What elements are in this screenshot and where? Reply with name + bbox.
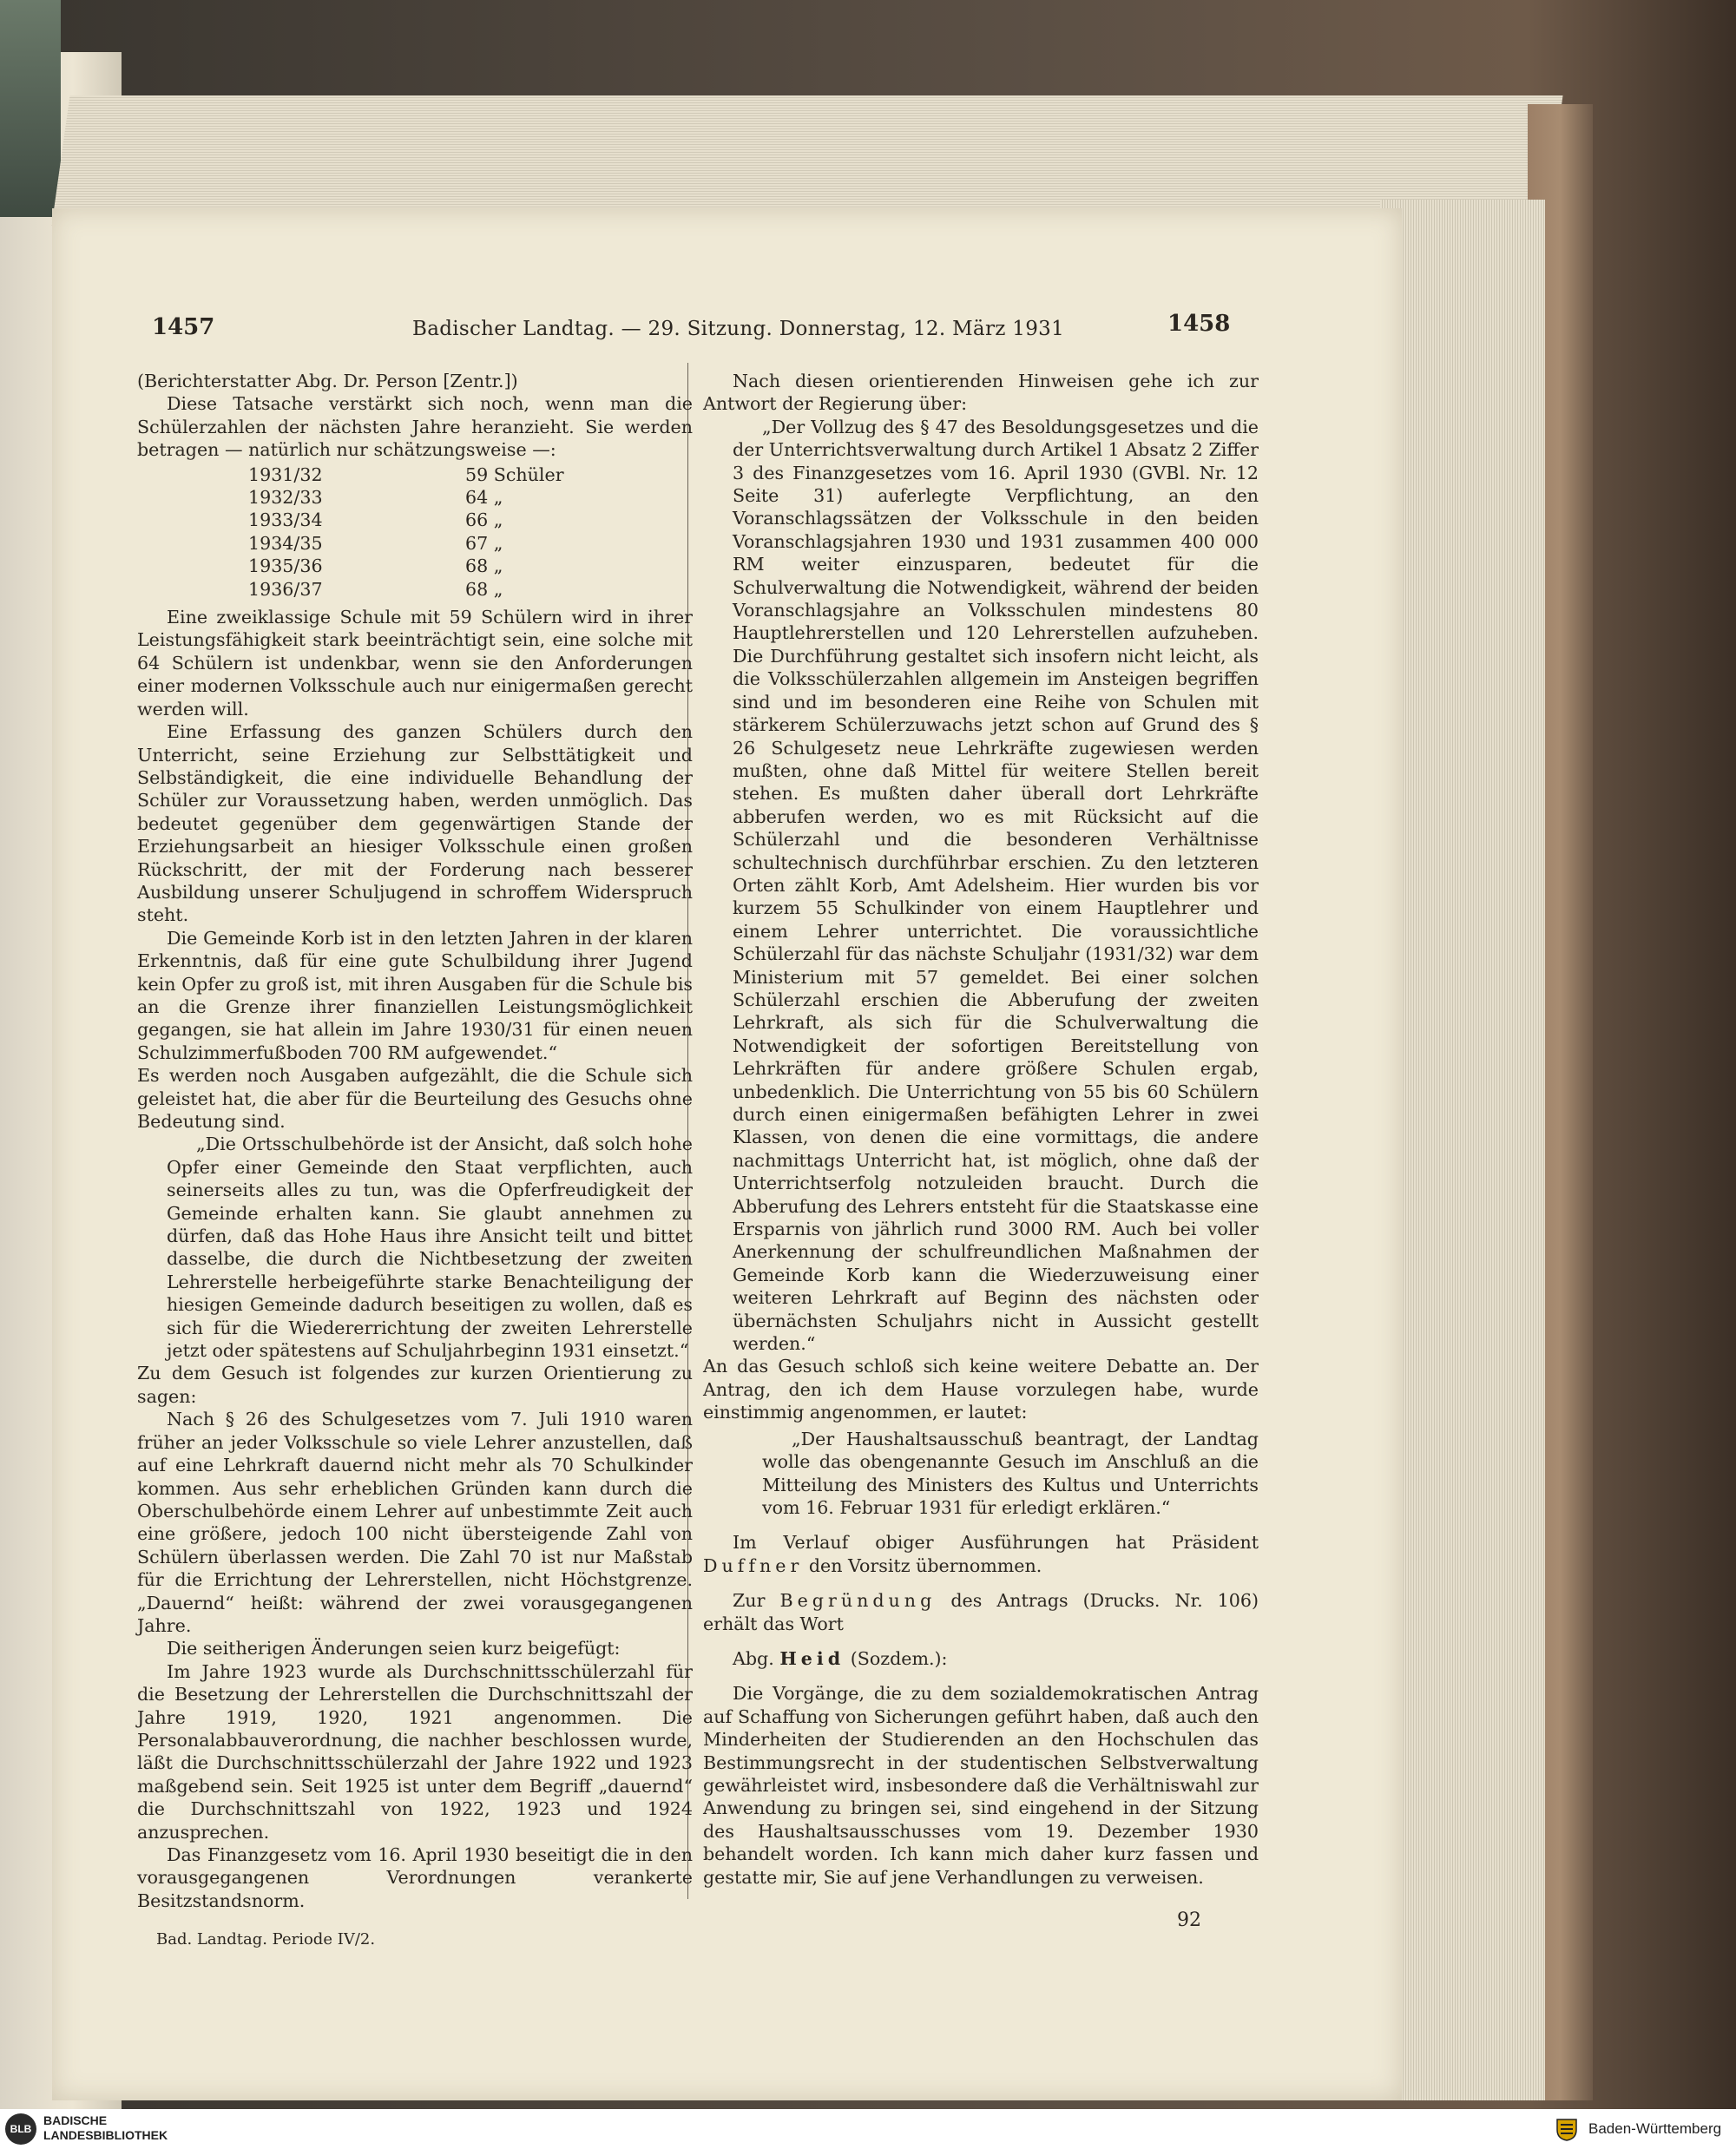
page-number-right: 1458 bbox=[1167, 311, 1231, 337]
paragraph: Es werden noch Ausgaben aufgezählt, die die Schule sich geleistet hat, die aber für die Beurteilung des Gesuchs ohne Bedeutung sind. bbox=[137, 1065, 693, 1132]
paragraph: Das Finanzgesetz vom 16. April 1930 beseitigt die in den vorausgegangenen Verordnungen verankerte Besitzstandsnorm. bbox=[137, 1844, 693, 1911]
pupil-count: 68 „ bbox=[465, 578, 503, 600]
page-stack-top bbox=[51, 95, 1562, 226]
quoted-paragraph: „Der Vollzug des § 47 des Besoldungsgesetzes und die der Unterrichtsverwaltung durch Artikel 1 Absatz 2 Ziffer 3 des Finanzgesetzes vom 16. April 1930 (GVBl. Nr. 12 Seite 31) auferlegte Verpflichtung, an den Voranschlagssätzen der Volksschule in den beiden Voranschlagsjahren 1930 und 1931 zusammen 400 000 RM weiter einzusparen, bedeutet für die Schulverwaltung die Notwendigkeit, während der beiden Voranschlagsjahre an Volksschulen mindestens 80 Hauptlehrerstellen und 120 Lehrerstellen aufzuheben. Die Durchführung gestaltet sich insofern nicht leicht, als die Volksschülerzahlen allgemein im Ansteigen begriffen sind und im besonderen eine Reihe von Schulen mit stärkerem Schülerzuwachs jetzt schon auf Grund des § 26 Schulgesetz neue Lehrkräfte zugewiesen werden mußten, ohne daß Mittel für weitere Stellen bereit stehen. Es mußten daher überall dort Lehrkräfte abberufen werden, wo es mit Rücksicht auf die Schülerzahl und die besonderen Verhältnisse schultechnisch durchführbar erschien. Zu den letzteren Orten zählt Korb, Amt Adelsheim. Hier wurden bis vor kurzem 55 Schulkinder von einem Hauptlehrer und einem Lehrer unterrichtet. Die voraussichtliche Schülerzahl für das nächste Schuljahr (1931/32) war dem Ministerium mit 57 gemeldet. Bei einer solchen Schülerzahl erschien die Abberufung der zweiten Lehrkraft, als sich für die Schulverwaltung die Notwendigkeit der sofortigen Bereitstellung von Lehrkräften für andere größere Schulen ergab, unbedenklich. Die Unterrichtung von 55 bis 60 Schülern durch einen einigermaßen befähigten Lehrer in zwei Klassen, von denen die eine vormittags, die andere nachmittags Unterricht hat, ist möglich, ohne daß der Unterrichtserfolg notzuleiden braucht. Durch die Abberufung des Lehrers entsteht für die Staatskasse eine Ersparnis von jährlich rund 3000 RM. Auch bei voller Anerkennung der schulfreundlichen Maßnahmen der Gemeinde Korb kann die Wiederzuweisung einer weiteren Lehrkraft auf Beginn des nächsten oder übernächsten Schuljahrs nicht in Aussicht gestellt werden.“ bbox=[733, 416, 1259, 1355]
paragraph: Diese Tatsache verstärkt sich noch, wenn man die Schülerzahlen der nächsten Jahre heranzieht. Sie werden betragen — natürlich nur schätzungsweise —: bbox=[137, 393, 693, 461]
paragraph: Nach diesen orientierenden Hinweisen gehe ich zur Antwort der Regierung über: bbox=[703, 371, 1259, 415]
paragraph: Eine Erfassung des ganzen Schülers durch den Unterricht, seine Erziehung zur Selbsttätigkeit und Selbständigkeit, die eine individuelle Behandlung der Schüler zur Voraussetzung haben, werden unmöglich. Das bedeutet gegenüber dem gegenwärtigen Stande der Erziehungsarbeit an hiesiger Volksschule einen großen Rückschritt, der mit der Forderung nach besserer Ausbildung unserer Schuljugend in schroffem Widerspruch steht. bbox=[137, 721, 693, 926]
sheet-number: 92 bbox=[1177, 1909, 1201, 1931]
bookmark-ribbon bbox=[0, 0, 61, 217]
school-year: 1934/35 bbox=[248, 532, 323, 554]
paragraph: Eine zweiklassige Schule mit 59 Schülern wird in ihrer Leistungsfähigkeit stark beeinträchtigt sein, eine solche mit 64 Schülern ist undenkbar, wenn sie den Anforderungen einer modernen Volksschule auch nur einigermaßen gerecht werden will. bbox=[137, 607, 693, 720]
table-row bbox=[248, 578, 564, 601]
paragraph: Zur Begründung des Antrags (Drucks. Nr. 106) erhält das Wort bbox=[703, 1590, 1259, 1634]
right-column bbox=[703, 370, 1259, 1889]
viewer-footer-bar bbox=[0, 2109, 1736, 2149]
pupil-count: 59 Schüler bbox=[465, 463, 564, 485]
school-year: 1933/34 bbox=[248, 509, 323, 531]
pupil-count: 67 „ bbox=[465, 532, 503, 554]
paragraph: Die seitherigen Änderungen seien kurz beigefügt: bbox=[167, 1638, 621, 1659]
pupil-count: 66 „ bbox=[465, 509, 503, 531]
table-row bbox=[248, 555, 564, 577]
school-year: 1935/36 bbox=[248, 555, 323, 577]
pupil-count-table bbox=[248, 463, 564, 601]
pupil-count: 64 „ bbox=[465, 487, 503, 509]
paragraph: Im Verlauf obiger Ausführungen hat Präsident Duffner den Vorsitz übernommen. bbox=[703, 1532, 1259, 1576]
speaker-line: (Berichterstatter Abg. Dr. Person [Zentr.]) bbox=[137, 371, 518, 391]
page-stack-right bbox=[1380, 200, 1545, 2100]
paragraph: An das Gesuch schloß sich keine weitere Debatte an. Der Antrag, den ich dem Hause vorzulegen habe, wurde einstimmig angenommen, er lautet: bbox=[703, 1356, 1259, 1423]
school-year: 1932/33 bbox=[248, 487, 323, 509]
quoted-paragraph: „Die Ortsschulbehörde ist der Ansicht, daß solch hohe Opfer einer Gemeinde den Staat verpflichten, auch seinerseits alles zu tun, was die Opferfreudigkeit der Gemeinde erhalten kann. Sie glaubt annehmen zu dürfen, daß das Hohe Haus ihre Ansicht teilt und bittet dasselbe, die durch die Nichtbesetzung der zweiten Lehrerstelle herbeigeführte starke Benachteiligung der hiesigen Gemeinde dadurch beseitigen zu wollen, daß es sich für die Wiedererrichtung der zweiten Lehrerstelle jetzt oder spätestens auf Schuljahrbeginn 1931 einsetzt.“ bbox=[167, 1134, 693, 1362]
state-coat-of-arms-icon bbox=[1554, 2116, 1580, 2142]
table-row bbox=[248, 486, 564, 509]
paragraph: Die Gemeinde Korb ist in den letzten Jahren in der klaren Erkenntnis, daß für eine gute Schulbildung ihrer Jugend kein Opfer zu groß ist, mit ihren Ausgaben für die Schule bis an die Grenze ihrer finanziellen Leistungsmöglichkeit gegangen, sie hat allein im Jahre 1930/31 für einen neuen Schulzimmerfußboden 700 RM aufgewendet.“ bbox=[137, 927, 693, 1063]
school-year: 1931/32 bbox=[248, 463, 323, 485]
table-row bbox=[248, 509, 564, 531]
state-name[interactable]: Baden-Württemberg bbox=[1588, 2120, 1722, 2137]
president-name: Duffner bbox=[703, 1554, 804, 1576]
running-header bbox=[104, 306, 1241, 340]
school-year: 1936/37 bbox=[248, 578, 323, 600]
paragraph: Zu dem Gesuch ist folgendes zur kurzen Orientierung zu sagen: bbox=[137, 1363, 693, 1407]
paragraph: Im Jahre 1923 wurde als Durchschnittsschülerzahl für die Besetzung der Lehrerstellen die Durchschnittszahl der Jahre 1919, 1920, 1921 angenommen. Die Personalabbauverordnung, die nachher beschlossen wurde, läßt die Durchschnittsschülerzahl der Jahre 1922 und 1923 maßgebend sein. Seit 1925 ist unter dem Begriff „dauernd“ die Durchschnittszahl von 1922, 1923 und 1924 anzusprechen. bbox=[137, 1660, 693, 1843]
speaker-name: Heid bbox=[779, 1647, 845, 1669]
table-row bbox=[248, 532, 564, 555]
footer-note: Bad. Landtag. Periode IV/2. bbox=[156, 1930, 376, 1949]
left-column bbox=[137, 370, 693, 1912]
blb-logo[interactable]: BLB bbox=[5, 2113, 36, 2145]
speaker-line: Abg. Heid (Sozdem.): bbox=[733, 1647, 948, 1669]
library-name[interactable]: BADISCHE LANDESBIBLIOTHEK bbox=[43, 2113, 168, 2142]
page-number-left: 1457 bbox=[152, 314, 215, 340]
spaced-word: Begründung bbox=[779, 1590, 937, 1612]
quoted-motion: „Der Haushaltsausschuß beantragt, der Landtag wolle das obengenannte Gesuch im Anschluß an die Mitteilung des Ministers des Kultus und Unterrichts vom 16. Februar 1931 für erledigt erklären.“ bbox=[762, 1428, 1259, 1518]
header-title: Badischer Landtag. — 29. Sitzung. Donnerstag, 12. März 1931 bbox=[412, 318, 1065, 340]
pupil-count: 68 „ bbox=[465, 555, 503, 577]
paragraph: Nach § 26 des Schulgesetzes vom 7. Juli 1910 waren früher an jeder Volksschule so viele Lehrer anzustellen, daß auf eine Lehrkraft dauernd nicht mehr als 70 Schulkinder kommen. Aus sehr erheblichen Gründen kann durch die Oberschulbehörde einem Lehrer auf unbestimmte Zeit auch eine größere, jedoch 100 nicht übersteigende Zahl von Schülern überlassen werden. Die Zahl 70 ist nur Maßstab für die Errichtung der Lehrerstellen, nicht Höchstgrenze. „Dauernd“ heißt: während der zwei vorausgegangenen Jahre. bbox=[137, 1409, 693, 1636]
paragraph: Die Vorgänge, die zu dem sozialdemokratischen Antrag auf Schaffung von Sicherungen geführt haben, daß auch den Minderheiten der Studierenden an den Hochschulen das Bestimmungsrecht in der studentischen Selbstverwaltung gewährleistet wird, insbesondere daß die Verhältniswahl zur Anwendung zu bringen sei, sind eingehend in der Sitzung des Haushaltsausschusses vom 19. Dezember 1930 behandelt worden. Ich kann mich daher kurz fassen und gestatte mir, Sie auf jene Verhandlungen zu verweisen. bbox=[703, 1683, 1259, 1888]
table-row bbox=[248, 463, 564, 486]
